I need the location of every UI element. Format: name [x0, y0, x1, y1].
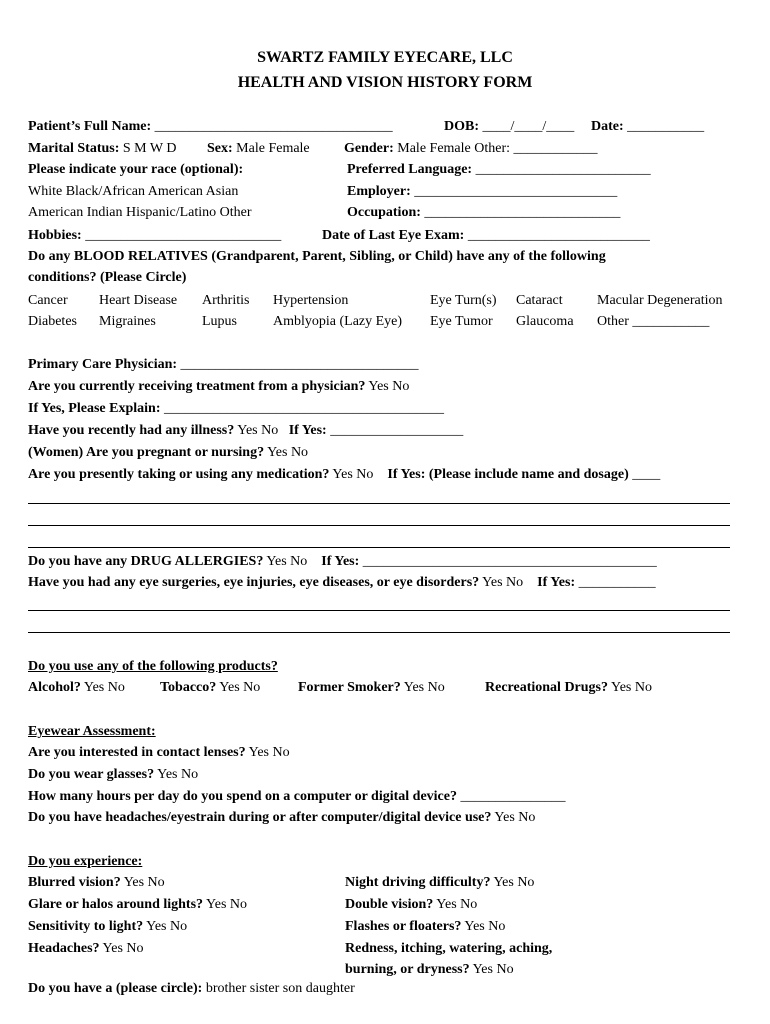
race-options-1[interactable]: White Black/African American Asian	[28, 184, 239, 199]
condition-eye-tumor[interactable]: Eye Tumor	[430, 314, 493, 329]
medication-field[interactable]: ____	[632, 467, 661, 482]
surgeries-line	[28, 572, 740, 594]
double-vision-label: Double vision?	[345, 897, 434, 912]
race-options-line-2	[28, 202, 740, 224]
redness-label-2: burning, or dryness?	[345, 962, 470, 977]
blurred-label: Blurred vision?	[28, 875, 121, 890]
condition-hypertension[interactable]: Hypertension	[273, 293, 349, 308]
products-heading: Do you use any of the following products?	[28, 659, 278, 674]
experience-row-2	[28, 894, 740, 916]
experience-row-4	[28, 938, 740, 960]
medication-ifyes-label: If Yes: (Please include name and dosage)	[387, 467, 629, 482]
illness-field[interactable]: ___________________	[330, 423, 464, 438]
employer-field[interactable]: _____________________________	[414, 184, 618, 199]
patient-name-label: Patient’s Full Name:	[28, 119, 152, 134]
condition-glaucoma[interactable]: Glaucoma	[516, 314, 574, 329]
contacts-options[interactable]: Yes No	[248, 745, 290, 760]
pregnant-line	[28, 442, 740, 464]
family-options[interactable]: brother sister son daughter	[205, 981, 355, 996]
patient-name-line	[28, 116, 740, 138]
illness-question: Have you recently had any illness?	[28, 423, 235, 438]
products-line	[28, 677, 740, 699]
allergies-ifyes-label: If Yes:	[321, 554, 360, 569]
language-field[interactable]: _________________________	[475, 162, 651, 177]
marital-label: Marital Status:	[28, 141, 120, 156]
gender-label: Gender:	[344, 141, 394, 156]
language-label: Preferred Language:	[347, 162, 473, 177]
alcohol-label: Alcohol?	[28, 680, 81, 695]
date-field[interactable]: ___________	[627, 119, 705, 134]
allergies-field[interactable]: __________________________________________	[362, 554, 657, 569]
hobbies-field[interactable]: ____________________________	[85, 228, 282, 243]
condition-heart-disease[interactable]: Heart Disease	[99, 293, 178, 308]
redness-options[interactable]: Yes No	[472, 962, 514, 977]
hours-line	[28, 786, 740, 808]
former-smoker-label: Former Smoker?	[298, 680, 401, 695]
surgeries-options[interactable]: Yes No	[482, 575, 524, 590]
practice-name: SWARTZ FAMILY EYECARE, LLC	[257, 49, 513, 66]
medication-write-line-1[interactable]	[28, 503, 730, 504]
hobbies-line	[28, 225, 740, 247]
glare-label: Glare or halos around lights?	[28, 897, 204, 912]
condition-cataract[interactable]: Cataract	[516, 293, 563, 308]
relatives-question-2: conditions? (Please Circle)	[28, 270, 187, 285]
glasses-question: Do you wear glasses?	[28, 767, 155, 782]
date-label: Date:	[591, 119, 624, 134]
treatment-options[interactable]: Yes No	[368, 379, 410, 394]
gender-options[interactable]: Male Female Other: ____________	[397, 141, 598, 156]
medication-line	[28, 464, 740, 486]
sex-label: Sex:	[207, 141, 233, 156]
night-driving-label: Night driving difficulty?	[345, 875, 491, 890]
race-options-2[interactable]: American Indian Hispanic/Latino Other	[28, 205, 252, 220]
surgeries-question: Have you had any eye surgeries, eye injuries, eye diseases, or eye disorders?	[28, 575, 480, 590]
marital-options[interactable]: S M W D	[122, 141, 177, 156]
hours-question: How many hours per day do you spend on a computer or digital device?	[28, 789, 457, 804]
former-smoker-options[interactable]: Yes No	[403, 680, 445, 695]
redness-label-1: Redness, itching, watering, aching,	[345, 941, 553, 956]
recreational-drugs-options[interactable]: Yes No	[610, 680, 652, 695]
illness-ifyes-label: If Yes:	[288, 423, 327, 438]
device-headaches-question: Do you have headaches/eyestrain during or after computer/digital device use?	[28, 810, 492, 825]
race-label: Please indicate your race (optional):	[28, 162, 244, 177]
race-heading-line	[28, 159, 740, 181]
condition-cancer[interactable]: Cancer	[28, 293, 68, 308]
condition-lupus[interactable]: Lupus	[202, 314, 237, 329]
pcp-field[interactable]: __________________________________	[180, 357, 419, 372]
tobacco-options[interactable]: Yes No	[219, 680, 261, 695]
recreational-drugs-label: Recreational Drugs?	[485, 680, 608, 695]
surgeries-write-line-1[interactable]	[28, 610, 730, 611]
medication-question: Are you presently taking or using any medication?	[28, 467, 330, 482]
glasses-line	[28, 764, 740, 786]
condition-other[interactable]: Other ___________	[597, 314, 710, 329]
treatment-line	[28, 376, 740, 398]
surgeries-ifyes-label: If Yes:	[537, 575, 576, 590]
hours-field[interactable]: _______________	[460, 789, 566, 804]
surgeries-field[interactable]: ___________	[578, 575, 656, 590]
illness-options[interactable]: Yes No	[237, 423, 279, 438]
treatment-question: Are you currently receiving treatment from a physician?	[28, 379, 366, 394]
allergies-options[interactable]: Yes No	[266, 554, 308, 569]
explain-field[interactable]: ________________________________________	[163, 401, 444, 416]
eyewear-heading: Eyewear Assessment:	[28, 724, 156, 739]
night-driving-options[interactable]: Yes No	[493, 875, 535, 890]
glasses-options[interactable]: Yes No	[157, 767, 199, 782]
explain-line	[28, 398, 740, 420]
patient-name-field[interactable]: __________________________________	[154, 119, 393, 134]
last-exam-label: Date of Last Eye Exam:	[322, 228, 465, 243]
conditions-row-1	[28, 290, 740, 312]
pcp-label: Primary Care Physician:	[28, 357, 178, 372]
contacts-line	[28, 742, 740, 764]
sensitivity-label: Sensitivity to light?	[28, 919, 144, 934]
family-label: Do you have a (please circle):	[28, 981, 203, 996]
experience-row-1	[28, 872, 740, 894]
allergies-question: Do you have any DRUG ALLERGIES?	[28, 554, 264, 569]
sex-options[interactable]: Male Female	[236, 141, 310, 156]
surgeries-write-line-2[interactable]	[28, 632, 730, 633]
occupation-field[interactable]: ____________________________	[424, 205, 621, 220]
conditions-row-2	[28, 311, 740, 333]
illness-line	[28, 420, 740, 442]
double-vision-options[interactable]: Yes No	[436, 897, 478, 912]
employer-label: Employer:	[347, 184, 411, 199]
contacts-question: Are you interested in contact lenses?	[28, 745, 246, 760]
form-title: HEALTH AND VISION HISTORY FORM	[237, 74, 533, 91]
blurred-options[interactable]: Yes No	[123, 875, 165, 890]
sensitivity-options[interactable]: Yes No	[146, 919, 188, 934]
device-headaches-line	[28, 807, 740, 829]
occupation-label: Occupation:	[347, 205, 421, 220]
condition-macular-degeneration[interactable]: Macular Degeneration	[597, 293, 723, 308]
experience-heading-line	[28, 851, 740, 873]
experience-row-3	[28, 916, 740, 938]
condition-eye-turn[interactable]: Eye Turn(s)	[430, 293, 497, 308]
pregnant-options[interactable]: Yes No	[267, 445, 309, 460]
alcohol-options[interactable]: Yes No	[83, 680, 125, 695]
experience-heading: Do you experience:	[28, 854, 143, 869]
medication-options[interactable]: Yes No	[332, 467, 374, 482]
condition-migraines[interactable]: Migraines	[99, 314, 156, 329]
explain-label: If Yes, Please Explain:	[28, 401, 161, 416]
condition-amblyopia[interactable]: Amblyopia (Lazy Eye)	[273, 314, 403, 329]
condition-arthritis[interactable]: Arthritis	[202, 293, 250, 308]
pcp-line	[28, 354, 740, 376]
dob-field[interactable]: ____/____/____	[482, 119, 575, 134]
products-heading-line	[28, 656, 740, 678]
dob-label: DOB:	[444, 119, 479, 134]
headaches-label: Headaches?	[28, 941, 100, 956]
medication-write-line-2[interactable]	[28, 525, 730, 526]
relatives-question-1: Do any BLOOD RELATIVES (Grandparent, Parent, Sibling, or Child) have any of the following	[28, 249, 606, 264]
flashes-options[interactable]: Yes No	[464, 919, 506, 934]
last-exam-field[interactable]: __________________________	[467, 228, 650, 243]
flashes-label: Flashes or floaters?	[345, 919, 462, 934]
headaches-options[interactable]: Yes No	[102, 941, 144, 956]
medication-write-line-3[interactable]	[28, 547, 730, 548]
allergies-line	[28, 551, 740, 573]
tobacco-label: Tobacco?	[160, 680, 217, 695]
pregnant-question: (Women) Are you pregnant or nursing?	[28, 445, 265, 460]
hobbies-label: Hobbies:	[28, 228, 82, 243]
race-options-line-1	[28, 181, 740, 203]
glare-options[interactable]: Yes No	[206, 897, 248, 912]
device-headaches-options[interactable]: Yes No	[494, 810, 536, 825]
marital-line	[28, 138, 740, 160]
eyewear-heading-line	[28, 721, 740, 743]
condition-diabetes[interactable]: Diabetes	[28, 314, 77, 329]
family-line	[28, 978, 740, 1000]
